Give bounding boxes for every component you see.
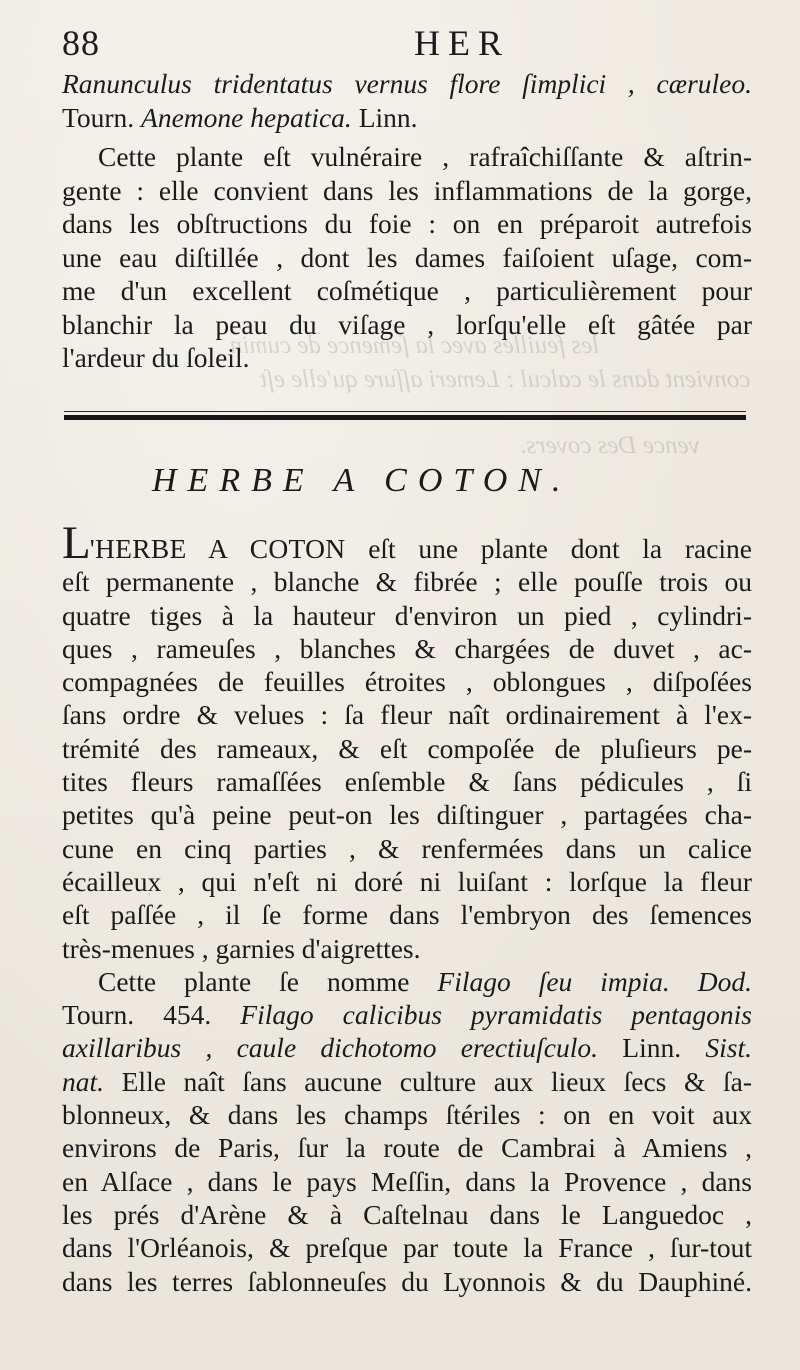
latin-name: Filago ſeu impia. Dod. [437,965,752,997]
latin-name: nat. [62,1065,105,1097]
text-line: écailleux , qui n'eſt ni doré ni luiſant : lorſque la fleur [62,865,752,897]
section-title: HERBE A COTON. [152,462,572,499]
text-line: tites fleurs ramaſſées enſemble & ſans pédicules , ſi [62,766,752,798]
running-head: HER [414,23,510,63]
text-line: quatre tiges à la hauteur d'environ un pied , cylindri- [62,599,752,631]
section-rule-thick [64,415,746,420]
text-line: en Alſace , dans le pays Meſſin, dans la Provence , dans [62,1165,752,1197]
text-line: cune en cinq parties , & renfermées dans un calice [62,832,752,864]
text-span: Tourn. 454. [62,999,241,1031]
text-line: l'ardeur du ſoleil. [62,342,250,373]
text-line: eſt paſſée , il ſe forme dans l'embryon des ſemences [62,899,752,931]
bleed-through-text: convient dans le calcul : Lemeri aſſure qu'elle eſt [260,366,751,393]
text-line: très-menues , garnies d'aigrettes. [62,932,421,964]
text-line: trémité des rameaux, & eſt compoſée de pluſieurs pe- [62,732,752,764]
latin-name: Sist. [705,1032,752,1064]
text-line: ques , rameuſes , blanches & chargées de duvet , ac- [62,632,752,664]
text-line: Cette plante eſt vulnéraire , rafraîchiſſante & aſtrin- [98,141,752,172]
text-line: les prés d'Arène & à Caſtelnau dans le Languedoc , [62,1198,752,1230]
text-span: Cette plante ſe nomme [98,965,438,997]
text-line [62,965,752,998]
drop-cap: L [62,517,90,569]
text-line: dans les terres ſablonneuſes du Lyonnois & du Dauphiné. [62,1265,752,1297]
article-lead: 'HERBE A COTON [89,533,346,564]
text-line [62,1065,752,1098]
article-first-line [62,517,753,569]
article-body [62,517,753,1298]
text-line: blonneux, & dans les champs ſtériles : on en voit aux [62,1099,752,1131]
latin-name: axillaribus , caule dichotomo erectiuſculo. [62,1032,599,1064]
text-line: eſt permanente , blanche & fibrée ; elle pouſſe trois ou [62,566,752,598]
text-line: environs de Paris, ſur la route de Cambrai à Amiens , [62,1132,752,1164]
bleed-through-text: vence Des covers. [520,432,700,459]
text-line: petites qu'à peine peut-on les diſtinguer , partagées cha- [62,799,752,831]
first-line-rest: eſt une plante dont la racine [345,533,753,564]
previous-entry-synonyms [62,67,752,134]
text-line [62,1031,752,1064]
text-line [62,998,752,1031]
text-line: dans l'Orléanois, & preſque par toute la France , ſur-tout [62,1232,752,1264]
text-line: blanchir la peau du viſage , lorſqu'elle eſt gâtée par [62,308,752,340]
text-line: me d'un excellent coſmétique , particulièrement pour [62,275,752,306]
synonym-line: Tourn. Anemone hepatica. Linn. [62,101,418,133]
section-rule-thin [64,411,746,412]
page-header [62,22,752,68]
text-line: ſans ordre & velues : ſa fleur naît ordinairement à l'ex- [62,699,752,731]
latin-name: Filago calicibus pyramidatis pentagonis [240,999,752,1031]
page-number: 88 [62,23,100,63]
text-span: Linn. [598,1032,706,1064]
previous-entry-paragraph [62,140,752,375]
bleed-through-text: les feuilles avec la ſemence de cumin [230,332,600,359]
synonym-line: Ranunculus tridentatus vernus flore ſimplici , cæruleo. [62,68,752,99]
text-line: gente : elle convient dans les inflammations de la gorge, [62,174,752,206]
text-line: une eau diſtillée , dont les dames faiſoient uſage, com- [62,241,752,273]
text-span: Elle naît ſans aucune culture aux lieux ſecs & ſa- [104,1065,752,1097]
text-line: dans les obſtructions du foie : on en préparoit autrefois [62,208,752,239]
text-line: compagnées de feuilles étroites , oblongues , diſpoſées [62,666,752,698]
